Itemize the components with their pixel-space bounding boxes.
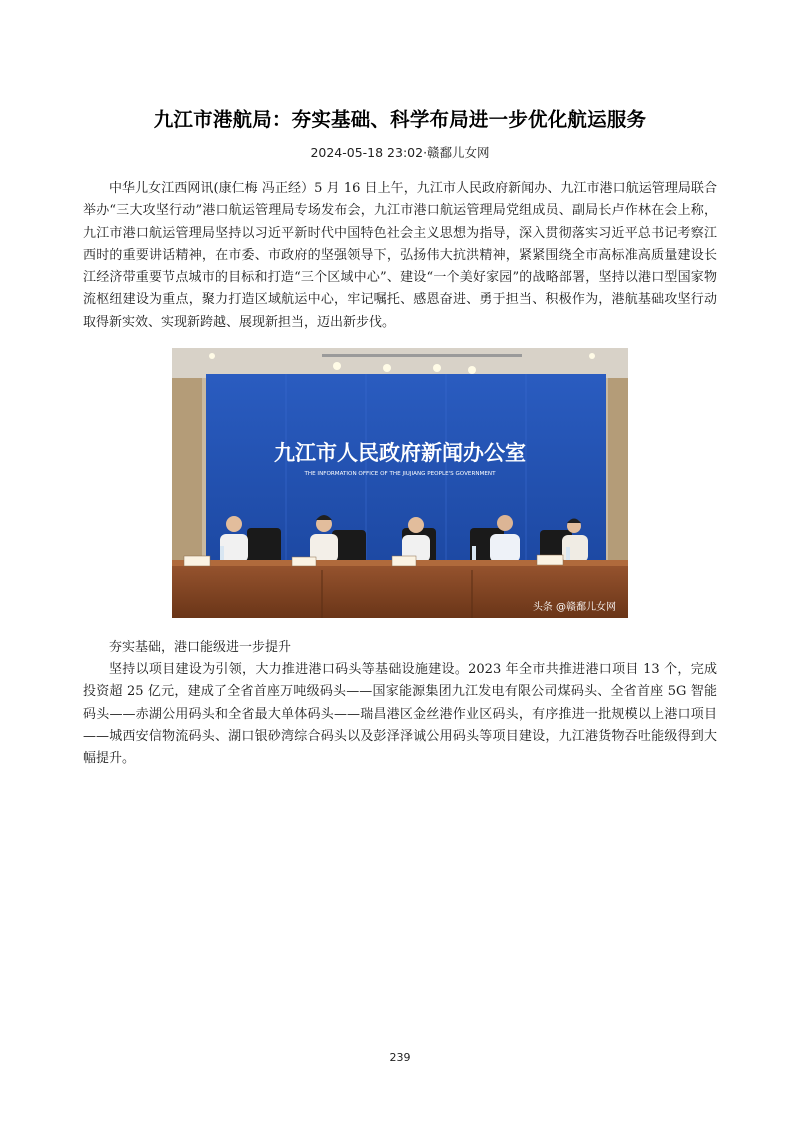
photo-watermark: 头条 @赣鄱儿女网 bbox=[532, 602, 616, 613]
page-number: 239 bbox=[389, 1051, 411, 1064]
article-title: 九江市港航局：夯实基础、科学布局进一步优化航运服务 bbox=[153, 108, 647, 131]
backdrop-subtitle: THE INFORMATION OFFICE OF THE JIUJIANG PEOPLE'S GOVERNMENT bbox=[304, 471, 496, 477]
section-subheading: 夯实基础，港口能级进一步提升 bbox=[109, 640, 292, 655]
paragraph-port-infrastructure: 坚持以项目建设为引领，大力推进港口码头等基础设施建设。2023 年全市共推进港口项目 13 个，完成投资超 25 亿元，建成了全省首座万吨级码头——国家能源集团九江发电有限公司煤码头、全省首座 5G 智能码头——赤湖公用码头和全省最大单体码头——瑞昌港区金丝港作业区码头，有序推进一批规模以上港口项目——城西安信物流码头、湖口银砂湾综合码头以及彭泽泽诚公用码头等项目建设，九江港货物吞吐能级得到大幅提升。 bbox=[83, 662, 717, 767]
paragraph-intro: 中华儿女江西网讯(康仁梅 冯正经）5 月 16 日上午，九江市人民政府新闻办、九江市港口航运管理局联合举办“三大攻坚行动”港口航运管理局专场发布会，九江市港口航运管理局党组成员、副局长卢作林在会上称，九江市港口航运管理局坚持以习近平新时代中国特色社会主义思想为指导，深入贯彻落实习近平总书记考察江西时的重要讲话精神，在市委、市政府的坚强领导下，弘扬伟大抗洪精神，紧紧围绕全市高标准高质量建设长江经济带重要节点城市的目标和打造“三个区域中心”、建设“一个美好家园”的战略部署，坚持以港口型国家物流枢纽建设为重点，聚力打造区域航运中心，牢记嘱托、感恩奋进、勇于担当、积极作为，港航基础攻坚行动取得新实效、实现新跨越、展现新担当，迈出新步伐。 bbox=[83, 181, 717, 330]
article-meta: 2024-05-18 23:02·赣鄱儿女网 bbox=[310, 145, 490, 160]
backdrop-title: 九江市人民政府新闻办公室 bbox=[274, 441, 526, 465]
press-conference-photo bbox=[172, 348, 628, 618]
